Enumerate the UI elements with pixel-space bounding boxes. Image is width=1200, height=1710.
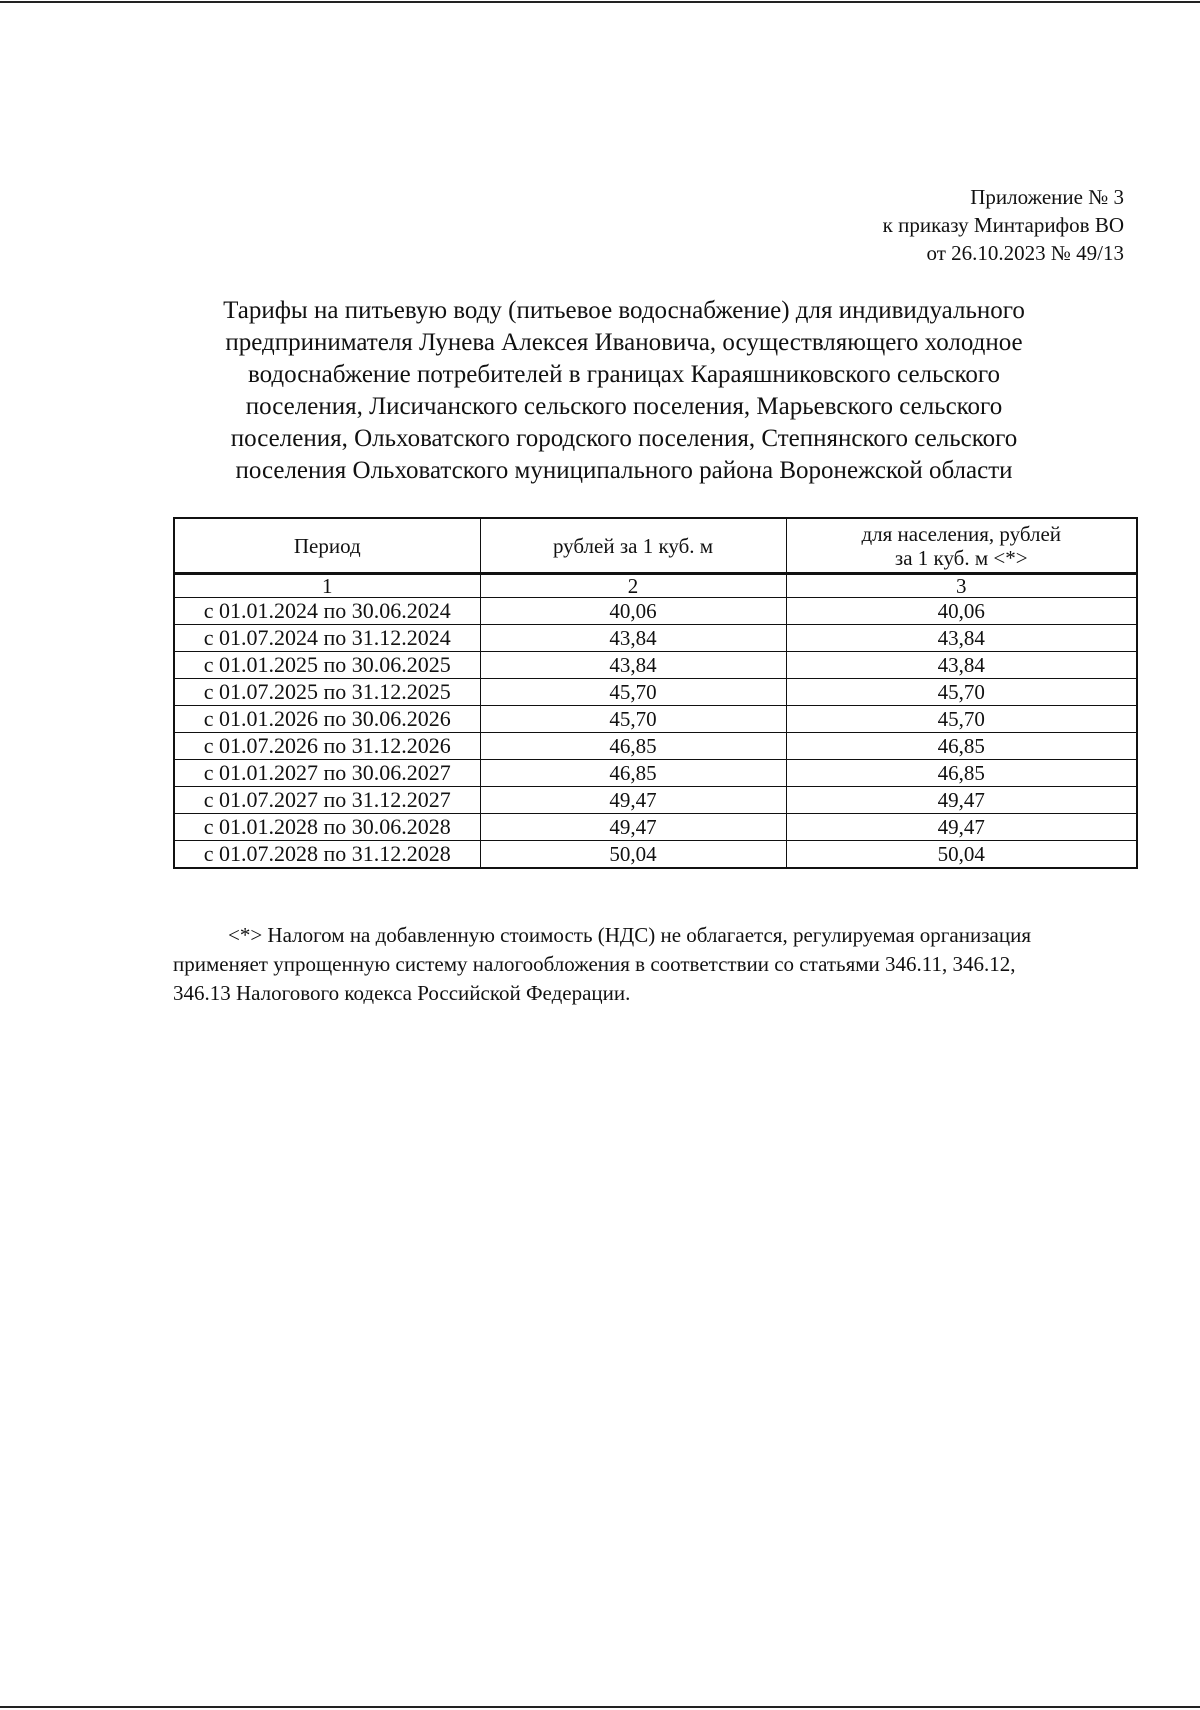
table-header-row: [174, 518, 1137, 574]
period-cell: с 01.01.2026 по 30.06.2026: [174, 706, 480, 733]
footnote: [173, 921, 1136, 1008]
title-line: предпринимателя Лунева Алексея Ивановича, осуществляющего холодное: [225, 329, 1023, 356]
table-row: [174, 760, 1137, 787]
scan-bottom-edge: [0, 1706, 1200, 1708]
population-rate-cell: 40,06: [786, 598, 1137, 625]
table-row: [174, 598, 1137, 625]
rate-cell: 49,47: [480, 814, 786, 841]
header-population-line-2: за 1 куб. м <*>: [894, 545, 1028, 570]
footnote-line-3: 346.13 Налогового кодекса Российской Федерации.: [173, 981, 631, 1005]
population-rate-cell: 50,04: [786, 841, 1137, 869]
population-rate-cell: 49,47: [786, 814, 1137, 841]
rate-cell: 46,85: [480, 733, 786, 760]
column-number: 1: [174, 574, 480, 598]
period-cell: с 01.01.2025 по 30.06.2025: [174, 652, 480, 679]
scan-top-edge: [0, 1, 1200, 3]
population-rate-cell: 45,70: [786, 679, 1137, 706]
population-rate-cell: 45,70: [786, 706, 1137, 733]
column-number: 3: [786, 574, 1137, 598]
period-cell: с 01.07.2028 по 31.12.2028: [174, 841, 480, 869]
document-title: [170, 295, 1078, 487]
header-population-line-1: для населения, рублей: [861, 521, 1062, 546]
population-rate-cell: 46,85: [786, 760, 1137, 787]
period-cell: с 01.07.2025 по 31.12.2025: [174, 679, 480, 706]
rate-cell: 43,84: [480, 652, 786, 679]
title-line: поселения, Лисичанского сельского поселения, Марьевского сельского: [245, 393, 1003, 420]
header-period: Период: [174, 518, 480, 574]
approval-line-1: Приложение № 3: [970, 185, 1124, 209]
table-row: [174, 814, 1137, 841]
period-cell: с 01.07.2026 по 31.12.2026: [174, 733, 480, 760]
approval-stamp-text: [883, 183, 1124, 267]
table-row: [174, 625, 1137, 652]
period-cell: с 01.07.2024 по 31.12.2024: [174, 625, 480, 652]
rate-cell: 50,04: [480, 841, 786, 869]
footnote-line-1: <*> Налогом на добавленную стоимость (НДС) не облагается, регулируемая организация: [228, 923, 1031, 947]
title-line: Тарифы на питьевую воду (питьевое водоснабжение) для индивидуального: [223, 297, 1025, 324]
period-cell: с 01.01.2024 по 30.06.2024: [174, 598, 480, 625]
rate-cell: 43,84: [480, 625, 786, 652]
table-row: [174, 841, 1137, 869]
table-row: [174, 652, 1137, 679]
period-cell: с 01.07.2027 по 31.12.2027: [174, 787, 480, 814]
rate-cell: 45,70: [480, 706, 786, 733]
table-row: [174, 787, 1137, 814]
population-rate-cell: 43,84: [786, 652, 1137, 679]
rate-cell: 45,70: [480, 679, 786, 706]
title-line: поселения Ольховатского муниципального района Воронежской области: [235, 457, 1013, 484]
header-population: [786, 518, 1137, 574]
header-rate: рублей за 1 куб. м: [480, 518, 786, 574]
title-line: поселения, Ольховатского городского поселения, Степнянского сельского: [230, 425, 1018, 452]
column-number: 2: [480, 574, 786, 598]
rate-cell: 49,47: [480, 787, 786, 814]
rate-cell: 40,06: [480, 598, 786, 625]
table-row: [174, 733, 1137, 760]
title-line: водоснабжение потребителей в границах Караяшниковского сельского: [247, 361, 1001, 388]
table-row: [174, 679, 1137, 706]
approval-line-3: от 26.10.2023 № 49/13: [926, 241, 1124, 265]
period-cell: с 01.01.2027 по 30.06.2027: [174, 760, 480, 787]
tariff-table: [173, 517, 1138, 869]
population-rate-cell: 49,47: [786, 787, 1137, 814]
footnote-line-2: применяет упрощенную систему налогообложения в соответствии со статьями 346.11, 346.12,: [173, 952, 1016, 976]
population-rate-cell: 43,84: [786, 625, 1137, 652]
approval-line-2: к приказу Минтарифов ВО: [882, 213, 1124, 237]
period-cell: с 01.01.2028 по 30.06.2028: [174, 814, 480, 841]
rate-cell: 46,85: [480, 760, 786, 787]
table-row: [174, 706, 1137, 733]
population-rate-cell: 46,85: [786, 733, 1137, 760]
column-number-row: [174, 574, 1137, 598]
